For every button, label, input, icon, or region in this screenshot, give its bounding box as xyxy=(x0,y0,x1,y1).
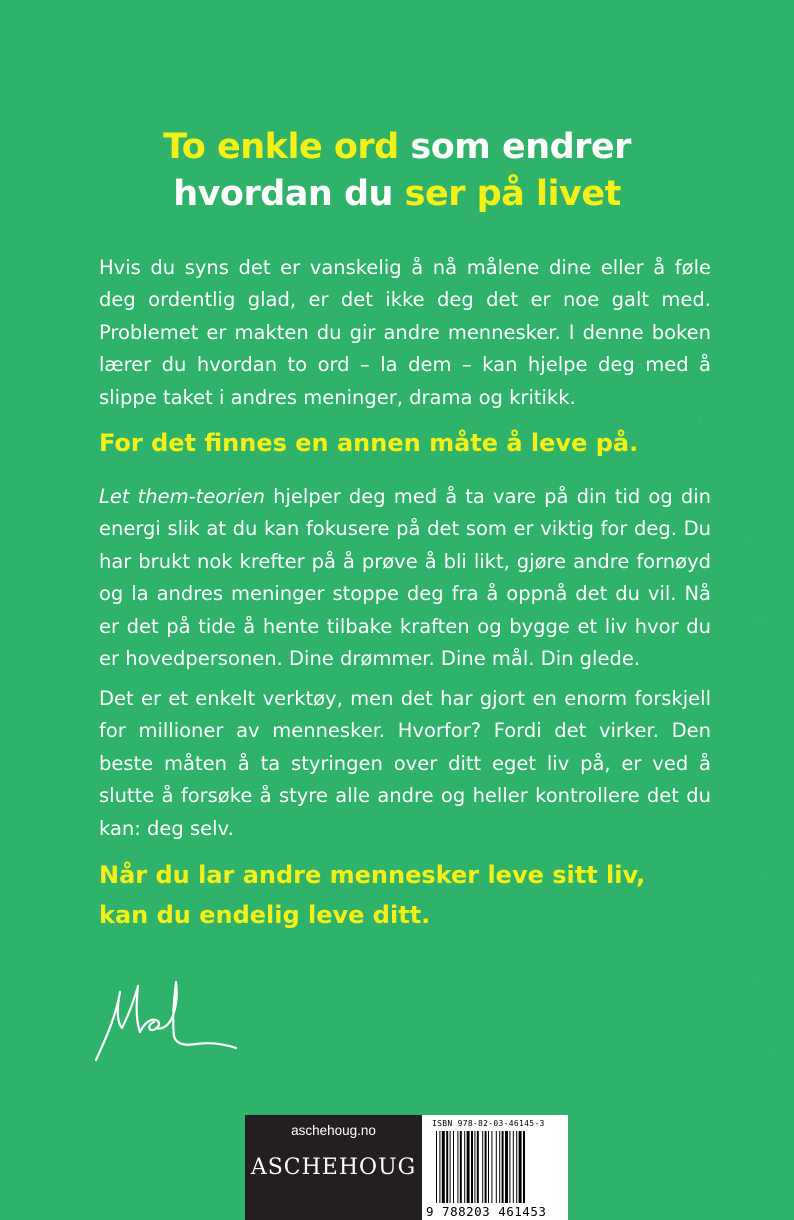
barcode-stripe xyxy=(453,1131,454,1203)
barcode-panel xyxy=(245,1115,568,1220)
barcode-stripe xyxy=(477,1131,479,1203)
headline-highlight-1: To enkle ord xyxy=(163,127,399,167)
barcode-stripe xyxy=(460,1131,462,1203)
callout-2-line-1: Når du lar andre mennesker leve sitt liv, xyxy=(99,861,646,889)
cover-headline xyxy=(0,124,794,218)
barcode-stripe xyxy=(482,1131,483,1203)
blurb-paragraph-2 xyxy=(99,481,711,675)
callout-2-line-2: kan du endelig leve ditt. xyxy=(99,901,431,929)
barcode-stripe xyxy=(467,1131,470,1203)
barcode-number: 9 788203 461453 xyxy=(426,1204,547,1219)
headline-line-1 xyxy=(0,124,794,171)
barcode-stripe xyxy=(471,1131,473,1203)
barcode-stripe xyxy=(442,1131,445,1203)
publisher-block xyxy=(245,1115,422,1220)
barcode-stripe xyxy=(474,1131,475,1203)
author-signature xyxy=(92,978,252,1068)
isbn-label: ISBN 978-82-03-46145-3 xyxy=(432,1119,545,1128)
headline-text-1: som endrer xyxy=(398,127,631,167)
callout-2 xyxy=(99,855,711,935)
barcode-stripe xyxy=(516,1131,517,1203)
callout-1: For det finnes en annen måte å leve på. xyxy=(99,429,639,457)
barcode-stripe xyxy=(464,1131,465,1203)
publisher-url: aschehoug.no xyxy=(291,1123,376,1138)
barcode-stripe xyxy=(519,1131,522,1203)
barcode-stripe xyxy=(491,1131,492,1203)
barcode-stripe xyxy=(502,1131,504,1203)
barcode-stripe xyxy=(513,1131,514,1203)
barcode-stripe xyxy=(505,1131,508,1203)
headline-highlight-2: ser på livet xyxy=(404,174,621,214)
blurb-paragraph-2-text: hjelper deg med å ta vare på din tid og din energi slik at du kan fokusere på det som er viktig for deg. Du har brukt nok krefter på å prøve å bli likt, gjøre andre fornøyd og la andres meninger stoppe deg fra å oppnå det du vil. Nå er det på tide å hente tilbake kraften og bygge et liv hvor du er hovedpersonen. Dine drømmer. Dine mål. Din glede. xyxy=(99,485,711,671)
barcode-stripe xyxy=(523,1131,525,1203)
barcode-stripe xyxy=(499,1131,500,1203)
barcode-stripe xyxy=(450,1131,451,1203)
barcode-stripe xyxy=(509,1131,510,1203)
book-title-italic: Let them-teorien xyxy=(99,485,266,508)
barcode-stripe xyxy=(488,1131,489,1203)
headline-line-2 xyxy=(0,171,794,218)
headline-text-2: hvordan du xyxy=(173,174,405,214)
blurb-paragraph-1: Hvis du syns det er vanskelig å nå målene dine eller å føle deg ordentlig glad, er det ikke deg det er noe galt med. Problemet er makten du gir andre mennesker. I denne boken lærer du hvordan to ord – la dem – kan hjelpe deg med å slippe taket i andres meninger, drama og kritikk. xyxy=(99,256,711,409)
barcode-block xyxy=(422,1115,568,1220)
barcode-stripe xyxy=(436,1131,437,1203)
publisher-logo: ASCHEHOUG xyxy=(250,1155,417,1180)
barcode-stripe xyxy=(439,1131,440,1203)
barcode-stripe xyxy=(485,1131,487,1203)
barcode-stripe xyxy=(446,1131,448,1203)
blurb-paragraph-3: Det er et enkelt verktøy, men det har gjort en enorm forskjell for millioner av mennesker. Hvorfor? Fordi det virker. Den beste måten å ta styringen over ditt eget liv på, er ved å slutte å forsøke å styre alle andre og heller kontrollere det du kan: deg selv. xyxy=(99,687,711,840)
barcode-stripe xyxy=(457,1131,458,1203)
barcode-stripe xyxy=(496,1131,497,1203)
